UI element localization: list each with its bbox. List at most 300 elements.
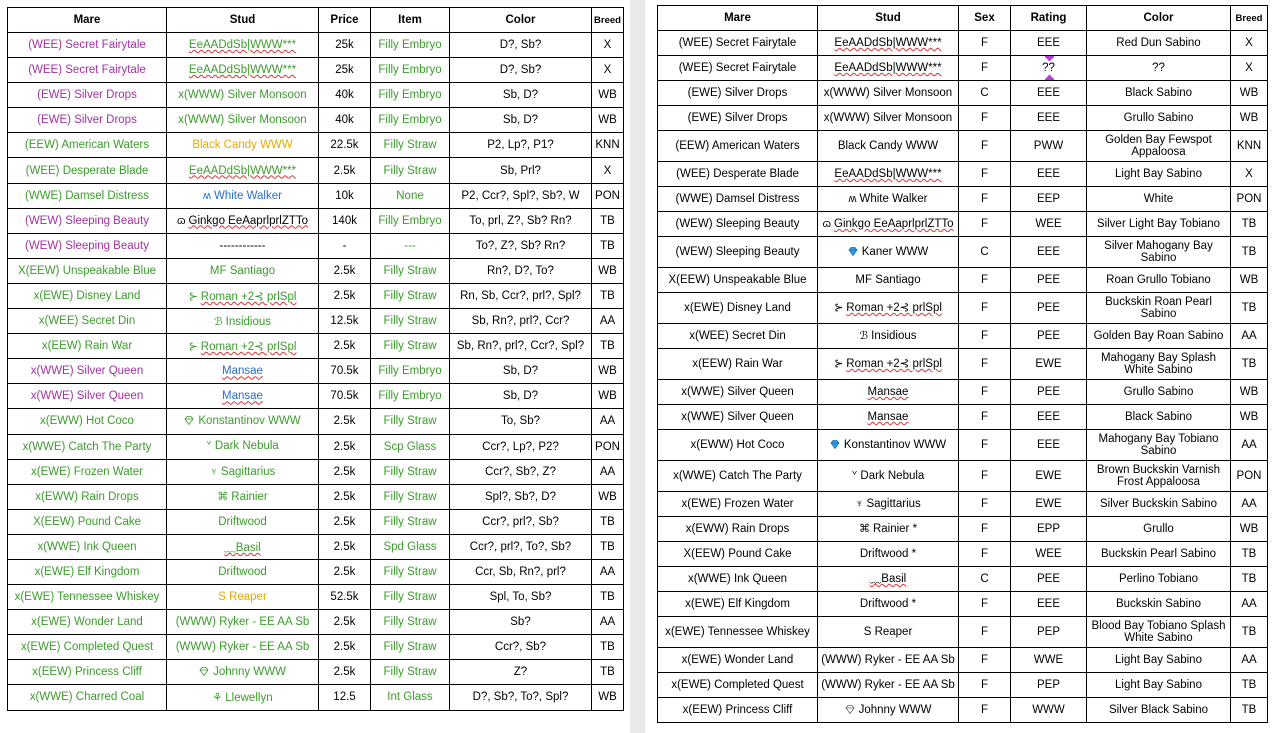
color-cell-text: Golden Bay Roan Sabino xyxy=(1093,330,1224,342)
color-cell-text: Rn, Sb, Ccr?, prl?, Spl? xyxy=(460,289,581,302)
table-row xyxy=(658,237,1268,268)
mare-cell-text: (WEW) Sleeping Beauty xyxy=(25,239,149,252)
stud-cell-text: ﹏Basil xyxy=(224,541,261,554)
rating-cell-text: WEE xyxy=(1035,218,1062,230)
stud-cell-text: S Reaper xyxy=(863,626,913,638)
color-cell xyxy=(1087,56,1231,81)
stud-cell xyxy=(818,592,959,617)
mare-cell xyxy=(658,617,818,648)
mare-cell xyxy=(8,183,167,208)
mare-cell xyxy=(8,359,167,384)
rating-cell xyxy=(1011,405,1087,430)
color-cell xyxy=(450,83,592,108)
mare-cell xyxy=(8,459,167,484)
table-row xyxy=(8,158,624,183)
mare-cell-text: x(WWE) Ink Queen xyxy=(37,540,137,553)
table-row xyxy=(658,268,1268,293)
color-cell-text: Sb, Rn?, prl?, Ccr?, Spl? xyxy=(456,340,585,353)
rating-cell-text: WWW xyxy=(1032,704,1065,716)
breed-cell xyxy=(592,133,624,158)
price-cell-text: 2.5k xyxy=(333,465,356,478)
color-cell-text: Perlino Tobiano xyxy=(1118,573,1199,585)
item-cell-text: Filly Straw xyxy=(383,591,437,604)
breed-cell-text: AA xyxy=(1241,498,1257,510)
breed-cell xyxy=(1231,405,1268,430)
table-row xyxy=(8,610,624,635)
breed-cell-text: X xyxy=(603,164,612,177)
stud-cell xyxy=(167,585,319,610)
stud-cell xyxy=(818,648,959,673)
stud-cell xyxy=(167,283,319,308)
stud-symbol-icon: ᘁ xyxy=(851,470,858,482)
stud-cell-text: Driftwood xyxy=(218,515,267,528)
rating-cell xyxy=(1011,517,1087,542)
color-cell-text: Ccr?, Lp?, P2? xyxy=(482,440,559,453)
mare-cell xyxy=(8,83,167,108)
mare-cell-text: x(EWW) Rain Drops xyxy=(35,490,139,503)
mare-cell xyxy=(8,33,167,58)
color-cell xyxy=(450,283,592,308)
mare-cell xyxy=(658,492,818,517)
stud-cell xyxy=(818,492,959,517)
mare-cell-text: x(EWE) Frozen Water xyxy=(681,498,794,510)
breed-cell xyxy=(1231,237,1268,268)
breed-cell-text: WB xyxy=(598,365,617,378)
color-cell xyxy=(450,610,592,635)
color-cell xyxy=(1087,461,1231,492)
stud-cell-text: MF Santiago xyxy=(209,264,276,277)
stud-cell xyxy=(167,434,319,459)
mare-cell-text: x(EWE) Elf Kingdom xyxy=(34,566,140,579)
stud-symbol-icon: ⚘ xyxy=(212,691,223,704)
stud-cell-text: Black Candy WWW xyxy=(192,139,293,152)
breed-cell-text: TB xyxy=(1241,548,1257,560)
mare-cell-text: x(WWE) Silver Queen xyxy=(30,365,144,378)
mare-cell xyxy=(658,349,818,380)
sex-cell xyxy=(959,592,1011,617)
mare-cell xyxy=(658,56,818,81)
table-row xyxy=(8,559,624,584)
col-header-mare: Mare xyxy=(8,8,167,33)
color-cell xyxy=(1087,542,1231,567)
mare-cell xyxy=(658,212,818,237)
table-row xyxy=(8,635,624,660)
rating-cell-text: PEP xyxy=(1036,626,1060,638)
stud-cell xyxy=(818,212,959,237)
breed-cell-text: TB xyxy=(600,289,615,302)
mare-cell-text: x(EWE) Elf Kingdom xyxy=(685,598,790,610)
color-cell xyxy=(450,534,592,559)
breed-cell xyxy=(592,33,624,58)
stud-cell xyxy=(818,187,959,212)
color-cell-text: Sb, Rn?, prl?, Ccr? xyxy=(471,315,570,328)
color-cell xyxy=(1087,268,1231,293)
stud-cell-text: (WWW) Ryker - EE AA Sb xyxy=(821,679,955,691)
color-cell-text: Sb, D? xyxy=(502,390,539,403)
rating-cell-text: EEE xyxy=(1036,37,1060,49)
breed-cell-text: TB xyxy=(600,239,615,252)
stud-cell-text: (WWW) Ryker - EE AA Sb xyxy=(821,654,955,666)
price-cell xyxy=(319,534,371,559)
breed-cell xyxy=(1231,517,1268,542)
sex-cell-text: C xyxy=(980,573,989,585)
color-cell-text: Silver Buckskin Sabino xyxy=(1100,498,1217,510)
breed-cell-text: WB xyxy=(1239,274,1259,286)
rating-cell-text: EWE xyxy=(1035,470,1062,482)
table-row xyxy=(8,434,624,459)
sex-cell xyxy=(959,106,1011,131)
stud-cell-text: Driftwood xyxy=(218,566,267,579)
price-cell-text: 2.5k xyxy=(333,515,356,528)
item-cell xyxy=(371,559,450,584)
mare-cell xyxy=(8,133,167,158)
sex-cell-text: F xyxy=(980,140,989,152)
rating-cell xyxy=(1011,162,1087,187)
gem-icon xyxy=(199,667,209,676)
stud-cell xyxy=(818,380,959,405)
color-cell xyxy=(450,108,592,133)
col-header-rating: Rating xyxy=(1011,6,1087,31)
mare-cell xyxy=(658,187,818,212)
stud-symbol-icon: ʍ xyxy=(203,189,211,202)
stud-symbol-icon: ⊱ xyxy=(834,302,844,314)
breed-cell xyxy=(592,484,624,509)
breed-cell-text: TB xyxy=(1241,626,1257,638)
color-cell-text: ?? xyxy=(1152,62,1165,74)
color-cell-text: Blood Bay Tobiano Splash White Sabino xyxy=(1091,620,1226,644)
rating-cell xyxy=(1011,268,1087,293)
header-row xyxy=(658,6,1268,31)
breed-cell xyxy=(1231,461,1268,492)
stud-cell xyxy=(167,660,319,685)
color-cell-text: Roan Grullo Tobiano xyxy=(1106,274,1211,286)
table-row xyxy=(8,58,624,83)
color-cell xyxy=(1087,492,1231,517)
table-row xyxy=(8,133,624,158)
sex-cell-text: F xyxy=(980,523,989,535)
mare-cell-text: x(EWE) Tennessee Whiskey xyxy=(14,591,160,604)
breed-cell xyxy=(1231,56,1268,81)
stud-cell xyxy=(818,430,959,461)
item-cell-text: Filly Straw xyxy=(383,164,437,177)
item-cell xyxy=(371,58,450,83)
table-row xyxy=(8,183,624,208)
stud-cell-text: Driftwood * xyxy=(859,548,917,560)
stud-cell xyxy=(167,83,319,108)
breed-cell xyxy=(592,309,624,334)
mare-cell-text: x(EWE) Wonder Land xyxy=(31,616,143,629)
mare-cell xyxy=(8,158,167,183)
rating-cell-text: PEE xyxy=(1036,386,1060,398)
sex-cell-text: F xyxy=(980,112,989,124)
item-cell-text: Scp Glass xyxy=(383,440,437,453)
color-cell-text: P2, Ccr?, Spl?, Sb?, W xyxy=(461,189,580,202)
rating-cell xyxy=(1011,430,1087,461)
mare-cell-text: x(EWE) Tennessee Whiskey xyxy=(665,626,810,638)
mare-cell xyxy=(8,334,167,359)
item-cell-text: Filly Straw xyxy=(383,490,437,503)
table-row xyxy=(8,534,624,559)
price-cell xyxy=(319,434,371,459)
rating-cell-text: PEE xyxy=(1036,573,1060,585)
mare-cell xyxy=(8,610,167,635)
stud-symbol-icon: ℬ xyxy=(859,330,869,342)
table-row xyxy=(658,405,1268,430)
mare-cell xyxy=(658,131,818,162)
color-cell xyxy=(450,559,592,584)
table-row xyxy=(8,660,624,685)
stud-cell-text: x(WWW) Silver Monsoon xyxy=(823,112,953,124)
color-cell-text: Silver Black Sabino xyxy=(1108,704,1209,716)
color-cell xyxy=(1087,106,1231,131)
stud-cell xyxy=(167,58,319,83)
breed-cell xyxy=(1231,542,1268,567)
stud-cell-text: Rainier * xyxy=(872,523,918,535)
rating-cell-text: EWE xyxy=(1035,358,1062,370)
item-cell xyxy=(371,534,450,559)
color-cell xyxy=(1087,567,1231,592)
breed-cell-text: TB xyxy=(600,340,615,353)
color-cell-text: Red Dun Sabino xyxy=(1116,37,1201,49)
item-cell-text: Filly Embryo xyxy=(378,89,442,102)
stud-cell xyxy=(818,673,959,698)
color-cell xyxy=(1087,698,1231,723)
col-header-stud: Stud xyxy=(818,6,959,31)
breed-cell-text: TB xyxy=(600,214,615,227)
price-cell-text: 2.5k xyxy=(333,641,356,654)
color-cell xyxy=(1087,237,1231,268)
stud-cell xyxy=(818,461,959,492)
breed-cell-text: TB xyxy=(600,666,615,679)
mare-cell xyxy=(658,237,818,268)
price-cell xyxy=(319,83,371,108)
breed-cell xyxy=(592,233,624,258)
stud-cell-text: EeAADdSb|WWW*** xyxy=(188,164,297,177)
stud-cell xyxy=(167,309,319,334)
price-cell xyxy=(319,158,371,183)
item-cell-text: Filly Straw xyxy=(383,515,437,528)
stud-cell xyxy=(167,534,319,559)
price-cell xyxy=(319,208,371,233)
item-cell xyxy=(371,133,450,158)
mare-cell xyxy=(8,208,167,233)
price-cell xyxy=(319,309,371,334)
table-row xyxy=(8,208,624,233)
stud-symbol-icon: ℬ xyxy=(213,315,223,328)
color-cell xyxy=(1087,212,1231,237)
color-cell xyxy=(1087,131,1231,162)
table-row xyxy=(8,409,624,434)
color-cell-text: Brown Buckskin Varnish Frost Appaloosa xyxy=(1096,464,1221,488)
breed-cell xyxy=(1231,567,1268,592)
stud-cell xyxy=(167,509,319,534)
stud-cell-text: Roman +2⊰ prlSpl xyxy=(846,302,942,314)
breeding-table-left xyxy=(7,7,624,711)
price-cell-text: 25k xyxy=(335,39,354,52)
col-header-color: Color xyxy=(450,8,592,33)
stud-cell xyxy=(167,484,319,509)
breed-cell-text: AA xyxy=(599,616,616,629)
mare-cell-text: X(EEW) Pound Cake xyxy=(32,515,141,528)
item-cell-text: Filly Embryo xyxy=(378,64,442,77)
col-header-sex: Sex xyxy=(959,6,1011,31)
price-cell-text: 2.5k xyxy=(333,490,356,503)
stud-cell xyxy=(818,567,959,592)
item-cell xyxy=(371,233,450,258)
color-cell xyxy=(450,384,592,409)
rating-cell-text: WWE xyxy=(1033,654,1064,666)
price-cell xyxy=(319,409,371,434)
price-cell-text: 2.5k xyxy=(333,440,356,453)
mare-cell-text: x(WWE) Charred Coal xyxy=(29,691,145,704)
stud-cell xyxy=(818,293,959,324)
table-row xyxy=(8,33,624,58)
price-cell xyxy=(319,359,371,384)
table-row xyxy=(658,212,1268,237)
color-cell-text: D?, Sb? xyxy=(499,64,542,77)
rating-cell-text: PEE xyxy=(1036,302,1060,314)
breed-cell-text: WB xyxy=(1239,386,1259,398)
color-cell xyxy=(450,183,592,208)
breed-cell xyxy=(1231,106,1268,131)
mare-cell-text: X(EEW) Unspeakable Blue xyxy=(668,274,807,286)
table-row xyxy=(658,349,1268,380)
mare-cell xyxy=(8,108,167,133)
breed-cell xyxy=(592,534,624,559)
breed-cell xyxy=(592,509,624,534)
sex-cell xyxy=(959,492,1011,517)
breed-cell xyxy=(1231,268,1268,293)
breed-cell xyxy=(592,283,624,308)
rating-cell xyxy=(1011,648,1087,673)
mare-cell-text: (WWE) Damsel Distress xyxy=(25,189,149,202)
sex-cell-text: F xyxy=(980,498,989,510)
price-cell xyxy=(319,459,371,484)
color-cell xyxy=(1087,673,1231,698)
stud-cell-text: x(WWW) Silver Monsoon xyxy=(178,89,307,102)
sex-cell-text: F xyxy=(980,598,989,610)
col-header-color: Color xyxy=(1087,6,1231,31)
stud-cell-text: White Walker xyxy=(214,189,282,202)
color-cell xyxy=(1087,293,1231,324)
color-cell-text: Ccr?, Sb?, Z? xyxy=(485,465,556,478)
stud-cell xyxy=(167,459,319,484)
stud-cell xyxy=(167,409,319,434)
stud-symbol-icon: ɷ xyxy=(822,218,832,230)
color-cell xyxy=(1087,349,1231,380)
stud-cell-text: White Walker xyxy=(859,193,928,205)
mare-cell xyxy=(658,380,818,405)
breed-cell xyxy=(592,559,624,584)
stud-cell-text: EeAADdSb|WWW*** xyxy=(834,168,942,180)
stud-cell-text: Llewellyn xyxy=(225,691,273,704)
breed-cell xyxy=(592,685,624,710)
color-cell-text: Sb, D? xyxy=(502,89,539,102)
table-row xyxy=(658,492,1268,517)
breed-cell xyxy=(592,334,624,359)
color-cell xyxy=(450,334,592,359)
stud-symbol-icon: ⊱ xyxy=(188,341,198,354)
sex-cell-text: C xyxy=(980,87,989,99)
mare-cell-text: (WWE) Damsel Distress xyxy=(675,193,800,205)
breed-cell-text: WB xyxy=(1239,523,1259,535)
mare-cell-text: (WEE) Secret Fairytale xyxy=(678,62,797,74)
breed-cell xyxy=(592,384,624,409)
sex-cell xyxy=(959,542,1011,567)
mare-cell-text: (WEE) Secret Fairytale xyxy=(678,37,797,49)
mare-cell xyxy=(8,635,167,660)
table-row xyxy=(658,567,1268,592)
mare-cell xyxy=(658,106,818,131)
color-cell xyxy=(450,660,592,685)
color-cell xyxy=(450,409,592,434)
item-cell-text: --- xyxy=(404,239,416,252)
rating-cell xyxy=(1011,187,1087,212)
mare-cell-text: (WEW) Sleeping Beauty xyxy=(675,246,800,258)
color-cell-text: Sb, D? xyxy=(502,114,539,127)
mare-cell-text: x(WWE) Silver Queen xyxy=(30,390,144,403)
sex-cell-text: F xyxy=(980,654,989,666)
color-cell xyxy=(1087,430,1231,461)
rating-cell xyxy=(1011,212,1087,237)
color-cell-text: Light Bay Sabino xyxy=(1115,654,1202,666)
breed-cell-text: TB xyxy=(600,641,615,654)
item-cell-text: None xyxy=(396,189,424,202)
table-row xyxy=(658,106,1268,131)
breed-cell-text: WB xyxy=(598,490,617,503)
rating-cell xyxy=(1011,698,1087,723)
stud-cell xyxy=(818,542,959,567)
sex-cell-text: F xyxy=(980,679,989,691)
stud-cell xyxy=(167,258,319,283)
sex-cell-text: C xyxy=(980,246,989,258)
color-cell-text: Rn?, D?, To? xyxy=(487,264,554,277)
sex-cell xyxy=(959,430,1011,461)
price-cell-text: 22.5k xyxy=(330,139,359,152)
price-cell-text: 2.5k xyxy=(333,340,356,353)
mare-cell xyxy=(8,233,167,258)
rating-cell xyxy=(1011,237,1087,268)
color-cell-text: Black Sabino xyxy=(1124,87,1193,99)
comment-marker-icon[interactable] xyxy=(1044,56,1054,62)
stud-cell-text: ------------ xyxy=(219,239,266,252)
mare-cell xyxy=(658,81,818,106)
item-cell xyxy=(371,509,450,534)
breed-cell xyxy=(592,585,624,610)
rating-cell-text: EEE xyxy=(1036,112,1060,124)
stud-cell xyxy=(818,31,959,56)
color-cell-text: Grullo Sabino xyxy=(1123,112,1194,124)
stud-cell xyxy=(818,349,959,380)
header-row xyxy=(8,8,624,33)
breed-cell-text: TB xyxy=(1241,679,1257,691)
color-cell-text: Sb, D? xyxy=(502,365,539,378)
rating-cell-text: PEP xyxy=(1036,679,1060,691)
mare-cell xyxy=(658,592,818,617)
mare-cell xyxy=(8,509,167,534)
item-cell xyxy=(371,258,450,283)
breed-cell-text: X xyxy=(603,64,612,77)
sex-cell-text: F xyxy=(980,330,989,342)
breed-cell-text: PON xyxy=(1236,193,1262,205)
rating-cell xyxy=(1011,106,1087,131)
color-cell-text: To, Sb? xyxy=(501,415,540,428)
rating-cell-text: PWW xyxy=(1033,140,1064,152)
price-cell-text: 25k xyxy=(335,64,354,77)
mare-cell xyxy=(658,268,818,293)
breed-cell xyxy=(592,359,624,384)
color-cell-text: Spl?, Sb?, D? xyxy=(485,490,556,503)
